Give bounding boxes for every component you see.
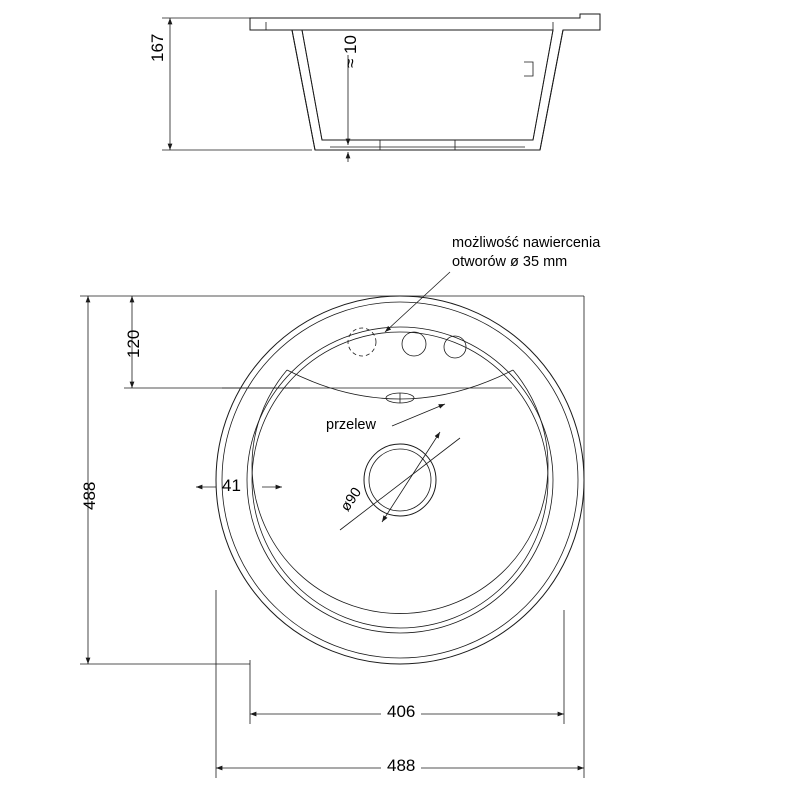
leader-overflow	[392, 404, 445, 426]
note-tap-holes: możliwość nawiercenia otworów ø 35 mm	[452, 235, 601, 270]
label-section-height: 167	[148, 33, 167, 62]
label-rim-width: 41	[222, 476, 241, 495]
label-overflow: przelew	[326, 417, 376, 433]
label-section-thickness: ≈ 10	[341, 35, 360, 68]
plan-view-geometry	[216, 296, 584, 664]
label-bowl-diameter: 406	[381, 702, 421, 722]
label-overall-height: 488	[80, 481, 99, 510]
dimension-167	[162, 18, 312, 150]
section-view-geometry	[250, 14, 600, 150]
label-drain-diameter: ø90	[337, 484, 366, 515]
label-overall-diameter: 488	[381, 756, 421, 776]
label-offset-top: 120	[124, 329, 143, 358]
dimension-120	[124, 296, 584, 388]
